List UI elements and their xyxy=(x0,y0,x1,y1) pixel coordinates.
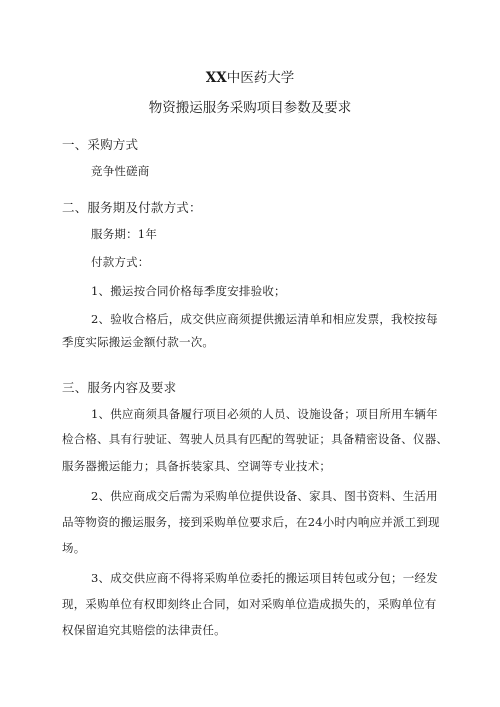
requirement-1-line2: 检合格、具有行驶证、驾驶人员具有匹配的驾驶证；具备精密设备、仪器、 xyxy=(62,432,449,446)
title-university-name: 中医药大学 xyxy=(226,70,295,86)
requirement-3-line1: 3、成交供应商不得将采购单位委托的搬运项目转包或分包；一经发 xyxy=(91,571,438,585)
document-title-project: 物资搬运服务采购项目参数及要求 xyxy=(148,100,352,116)
requirement-2-line1: 2、供应商成交后需为采购单位提供设备、家具、图书资料、生活用 xyxy=(91,489,438,503)
requirement-1-line1: 1、供应商须具备履行项目必须的人员、设施设备；项目所用车辆年 xyxy=(91,407,438,421)
document-title-university xyxy=(0,66,500,86)
requirement-2-line2: 品等物资的搬运服务，接到采购单位要求后，在24小时内响应并派工到现 xyxy=(62,515,440,529)
requirement-1-line3: 服务器搬运能力；具备拆装家具、空调等专业技术； xyxy=(62,459,332,473)
section1-content: 竞争性磋商 xyxy=(91,164,150,178)
payment-item-2-line1: 2、验收合格后，成交供应商须提供搬运清单和相应发票，我校按每 xyxy=(91,312,438,326)
title-prefix: XX xyxy=(205,70,227,86)
section1-heading: 一、采购方式 xyxy=(62,137,139,152)
service-period: 服务期：1年 xyxy=(91,227,158,241)
payment-label: 付款方式： xyxy=(91,255,150,269)
payment-item-1: 1、搬运按合同价格每季度安排验收； xyxy=(91,284,286,298)
requirement-2-line3: 场。 xyxy=(62,541,86,555)
requirement-3-line3: 权保留追究其赔偿的法律责任。 xyxy=(62,623,226,637)
payment-item-2-line2: 季度实际搬运金额付款一次。 xyxy=(62,335,215,349)
requirement-3-line2: 现，采购单位有权即刻终止合同，如对采购单位造成损失的，采购单位有 xyxy=(62,597,437,611)
section2-heading: 二、服务期及付款方式： xyxy=(62,200,202,215)
section3-heading: 三、服务内容及要求 xyxy=(62,380,177,395)
